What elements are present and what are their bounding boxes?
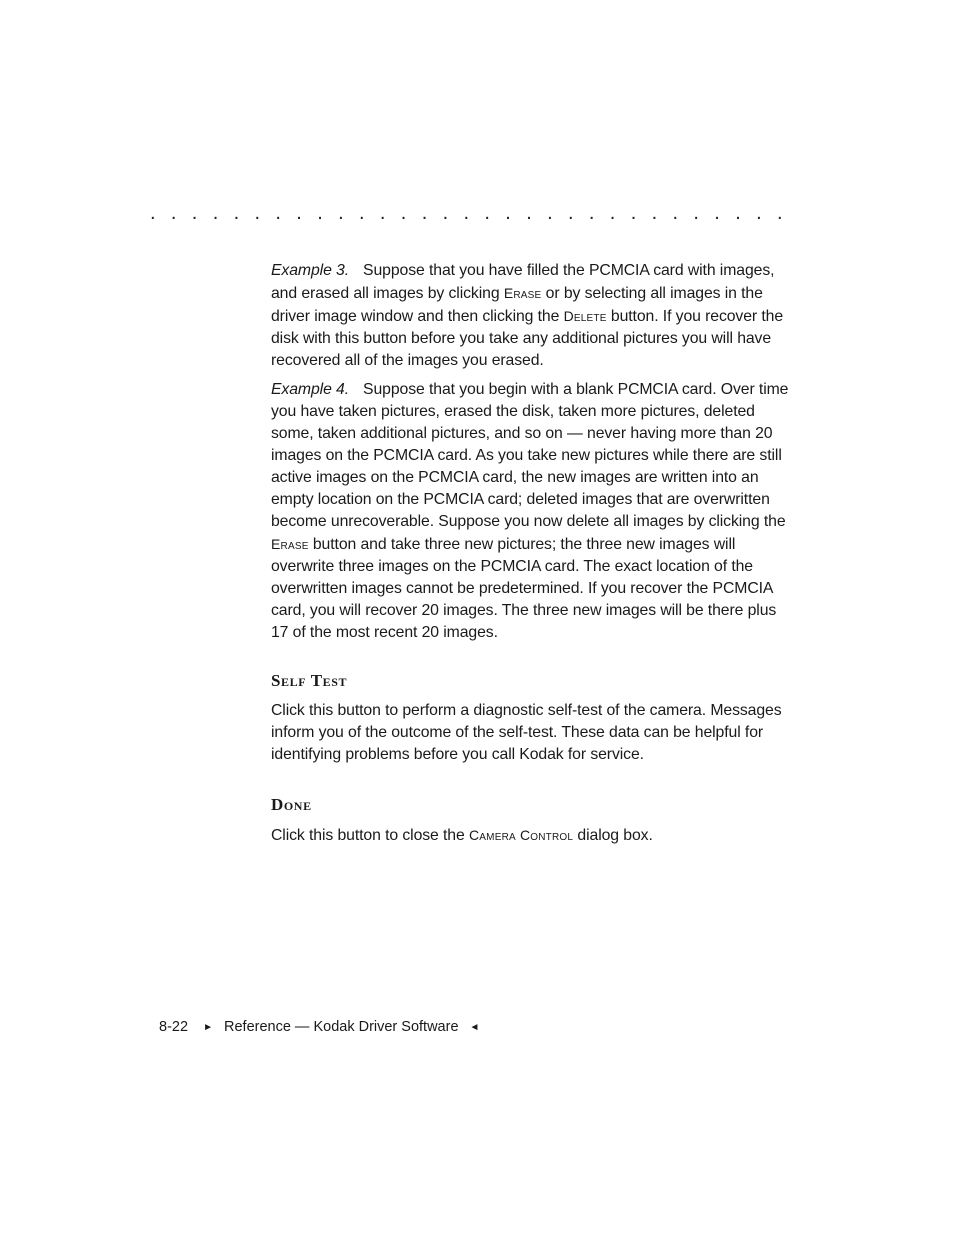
rule-dot: . <box>568 202 574 224</box>
example-3-text: button. If you recover the disk with this button before you take any additional pictures you will have recovered all of the images you erased. <box>271 308 784 369</box>
dotted-rule <box>150 198 800 228</box>
example-3-label: Example 3. <box>271 262 350 279</box>
rule-dot: . <box>609 202 616 224</box>
done-paragraph <box>271 824 796 847</box>
page-footer <box>159 1017 486 1039</box>
rule-dot: . <box>484 202 490 224</box>
example-4-label: Example 4. <box>271 381 350 398</box>
rule-dot: . <box>672 202 679 224</box>
rule-dot: . <box>233 202 240 224</box>
rule-dot: . <box>317 202 323 224</box>
rule-dot: . <box>714 202 720 224</box>
rule-dot: . <box>400 202 407 224</box>
rule-dot: . <box>442 202 449 224</box>
rule-dot: . <box>693 202 699 224</box>
rule-dot: . <box>191 202 198 224</box>
arrow-right-icon: ► <box>203 1022 213 1033</box>
rule-dot: . <box>212 202 219 224</box>
erase-button-ref: Erase <box>271 536 309 552</box>
example-3-text: or by selecting all images in the driver image window and then clicking the <box>271 285 763 325</box>
rule-dot: . <box>547 202 553 224</box>
rule-dot: . <box>526 202 532 224</box>
rule-dot: . <box>275 202 281 224</box>
rule-dot: . <box>588 202 595 224</box>
example-3-paragraph <box>271 260 796 372</box>
camera-control-ref: Camera Control <box>468 827 574 843</box>
body-column <box>271 260 796 854</box>
rule-dot: . <box>296 202 302 224</box>
rule-dot: . <box>421 202 428 224</box>
example-4-paragraph <box>271 379 796 644</box>
self-test-heading: Self Test <box>271 671 348 690</box>
rule-dot: . <box>651 202 658 224</box>
rule-dot: . <box>630 202 637 224</box>
rule-dot: . <box>756 202 762 224</box>
page-number: 8-22 <box>159 1019 189 1035</box>
done-text: Click this button to close the <box>271 827 469 844</box>
self-test-paragraph: Click this button to perform a diagnostic self-test of the camera. Messages inform you of the outcome of the self-test. These data can be helpful for identifying problems before you call Kodak for service. <box>271 702 782 763</box>
delete-button-ref: Delete <box>563 308 607 324</box>
done-text: dialog box. <box>573 827 653 844</box>
rule-dot: . <box>254 202 261 224</box>
rule-dot: . <box>170 202 177 224</box>
erase-button-ref: Erase <box>503 285 542 301</box>
rule-dot: . <box>735 202 741 224</box>
rule-dot: . <box>505 202 511 224</box>
rule-dot: . <box>777 202 783 224</box>
rule-dot: . <box>379 202 386 224</box>
example-4-text: button and take three new pictures; the three new images will overwrite three images on the PCMCIA card. The exact location of the overwritten images cannot be predetermined. If you recover the PCMCIA card, you will recover 20 images. The three new images will be there plus 17 of the most recent 20 images. <box>271 536 777 641</box>
rule-dot: . <box>338 202 344 224</box>
footer-title: Reference — Kodak Driver Software <box>224 1019 459 1035</box>
example-4-text: Suppose that you begin with a blank PCMCIA card. Over time you have taken pictures, erased the disk, taken more pictures, deleted some, taken additional pictures, and so on — never having more than 20 images on the PCMCIA card. As you take new pictures while there are still active images on the PCMCIA card, the new images are written into an empty location on the PCMCIA card; deleted images that are overwritten become unrecoverable. Suppose you now delete all images by clicking the <box>271 381 789 530</box>
rule-dot: . <box>150 202 156 224</box>
example-3-text: Suppose that you have filled the PCMCIA card with images, and erased all images by clicking <box>271 262 775 302</box>
rule-dot: . <box>463 202 470 224</box>
rule-dot: . <box>359 202 365 224</box>
arrow-left-icon: ◄ <box>469 1022 480 1033</box>
done-heading: Done <box>271 795 312 814</box>
